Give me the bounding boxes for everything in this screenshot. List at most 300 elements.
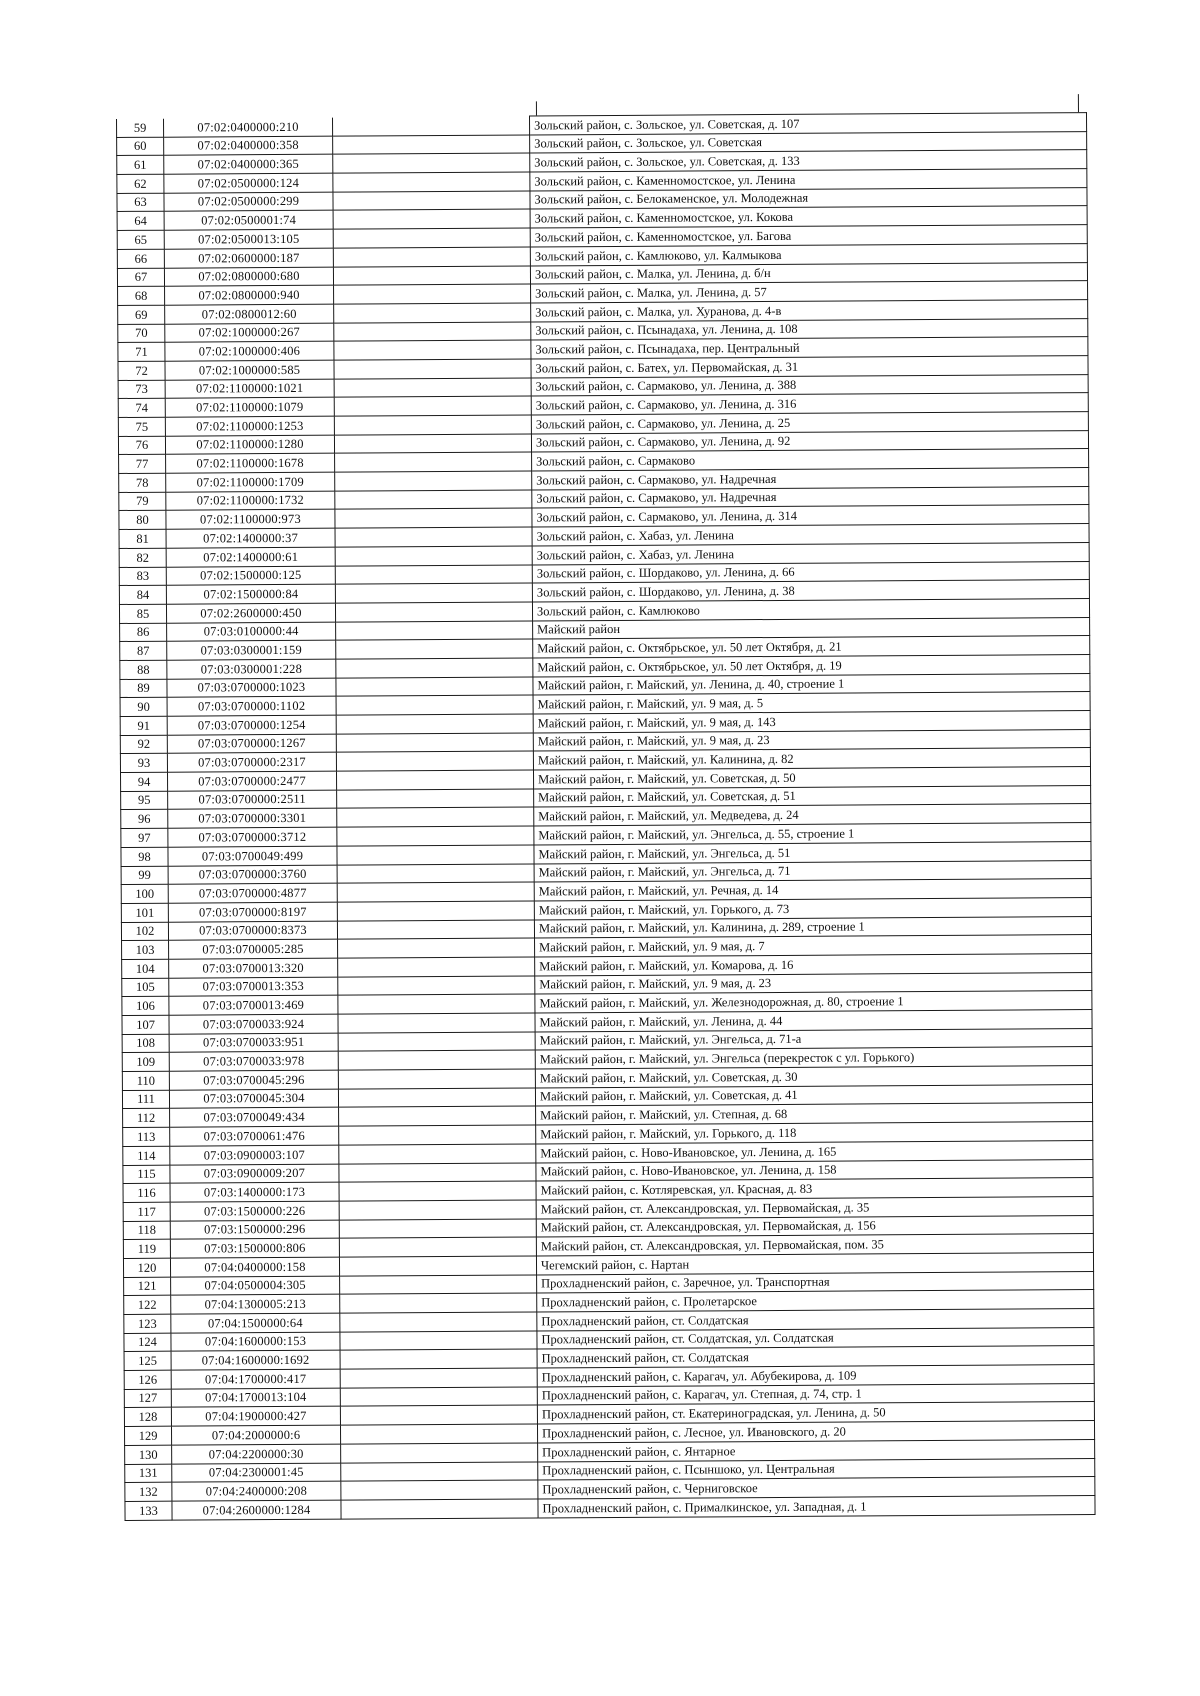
address: Зольский район, с. Сармаково — [532, 449, 1089, 471]
empty-cell — [341, 1443, 538, 1463]
cadastral-number: 07:03:0700000:8373 — [168, 921, 337, 941]
empty-cell — [338, 957, 535, 977]
row-number: 78 — [119, 473, 166, 492]
address: Прохладненский район, с. Лесное, ул. Ивановского, д. 20 — [537, 1421, 1094, 1443]
address: Майский район, г. Майский, ул. 9 мая, д. 5 — [533, 692, 1090, 714]
empty-cell — [336, 677, 533, 697]
cadastral-number: 07:02:1500000:84 — [166, 584, 335, 604]
empty-cell — [337, 789, 534, 809]
cadastral-number: 07:03:0700000:1023 — [167, 678, 336, 698]
address: Майский район, г. Майский, ул. Речная, д. 14 — [534, 879, 1091, 901]
empty-cell — [335, 564, 532, 584]
address: Майский район, с. Ново-Ивановское, ул. Ленина, д. 165 — [536, 1140, 1093, 1162]
address: Зольский район, с. Псынадаха, ул. Ленина, д. 108 — [531, 318, 1088, 340]
empty-cell — [335, 471, 532, 491]
empty-cell — [334, 415, 531, 435]
address: Прохладненский район, с. Янтарное — [538, 1439, 1095, 1461]
cadastral-number: 07:03:0900003:107 — [170, 1145, 339, 1165]
address: Майский район, г. Майский, ул. Советская, д. 30 — [535, 1066, 1092, 1088]
address: Зольский район, с. Сармаково, ул. Ленина, д. 25 — [531, 412, 1088, 434]
empty-cell — [335, 602, 532, 622]
empty-cell — [336, 714, 533, 734]
cadastral-number: 07:03:0300001:159 — [167, 640, 336, 660]
row-number: 103 — [122, 940, 169, 959]
row-number: 82 — [119, 548, 166, 567]
row-number: 86 — [120, 623, 167, 642]
cadastral-number: 07:03:0700000:2317 — [167, 753, 336, 773]
empty-cell — [340, 1424, 537, 1444]
empty-cell — [335, 527, 532, 547]
row-number: 94 — [120, 772, 167, 791]
cadastral-number: 07:02:0800000:940 — [165, 285, 334, 305]
address: Майский район, г. Майский, ул. Советская, д. 51 — [534, 785, 1091, 807]
address: Зольский район, с. Батех, ул. Первомайская, д. 31 — [531, 356, 1088, 378]
empty-cell — [339, 1125, 536, 1145]
empty-cell — [333, 228, 530, 248]
empty-cell — [338, 976, 535, 996]
cadastral-number: 07:03:0700000:2477 — [167, 771, 336, 791]
address: Зольский район, с. Малка, ул. Ленина, д. 57 — [531, 281, 1088, 303]
address: Зольский район, с. Каменномостское, ул. Багова — [530, 225, 1087, 247]
row-number: 83 — [119, 567, 166, 586]
cadastral-number: 07:02:1100000:1021 — [165, 379, 334, 399]
empty-cell — [338, 1013, 535, 1033]
address: Майский район, с. Котляревская, ул. Красная, д. 83 — [536, 1178, 1093, 1200]
row-number: 120 — [123, 1258, 170, 1277]
address: Прохладненский район, ст. Солдатская — [537, 1346, 1094, 1368]
row-number: 76 — [118, 436, 165, 455]
empty-cell — [340, 1331, 537, 1351]
address: Майский район, г. Майский, ул. Энгельса, д. 71-а — [535, 1028, 1092, 1050]
cadastral-number: 07:03:1500000:296 — [170, 1220, 339, 1240]
cadastral-number: 07:03:0700000:1254 — [167, 715, 336, 735]
property-table — [116, 112, 1096, 1520]
cadastral-number: 07:02:1100000:1678 — [166, 454, 335, 474]
row-number: 64 — [117, 212, 164, 231]
row-number: 63 — [117, 193, 164, 212]
address: Зольский район, с. Сармаково, ул. Ленина, д. 314 — [532, 505, 1089, 527]
empty-cell — [335, 490, 532, 510]
cadastral-number: 07:02:1000000:585 — [165, 360, 334, 380]
empty-cell — [340, 1275, 537, 1295]
row-number: 96 — [121, 810, 168, 829]
row-number: 111 — [122, 1090, 169, 1109]
empty-cell — [341, 1480, 538, 1500]
cadastral-number: 07:03:0700013:469 — [169, 995, 338, 1015]
row-number: 125 — [124, 1352, 171, 1371]
row-number: 104 — [122, 959, 169, 978]
address: Майский район, г. Майский, ул. Горького, д. 73 — [534, 897, 1091, 919]
cadastral-number: 07:03:0700000:1267 — [167, 734, 336, 754]
row-number: 84 — [119, 585, 166, 604]
empty-cell — [338, 1069, 535, 1089]
cadastral-number: 07:03:0700000:3712 — [168, 827, 337, 847]
empty-cell — [337, 863, 534, 883]
empty-cell — [337, 920, 534, 940]
empty-cell — [339, 1256, 536, 1276]
address: Зольский район, с. Камлюково — [532, 598, 1089, 620]
row-number: 126 — [124, 1370, 171, 1389]
row-number: 59 — [117, 118, 164, 137]
empty-cell — [334, 378, 531, 398]
row-number: 110 — [122, 1071, 169, 1090]
empty-cell — [340, 1368, 537, 1388]
cadastral-number: 07:02:1400000:61 — [166, 547, 335, 567]
row-number: 92 — [120, 735, 167, 754]
empty-cell — [336, 695, 533, 715]
cadastral-number: 07:04:0500004:305 — [171, 1276, 340, 1296]
empty-cell — [334, 396, 531, 416]
empty-cell — [338, 994, 535, 1014]
row-number: 87 — [120, 641, 167, 660]
row-number: 99 — [121, 866, 168, 885]
row-number: 132 — [125, 1482, 172, 1501]
empty-cell — [340, 1312, 537, 1332]
row-number: 95 — [121, 791, 168, 810]
address: Майский район, г. Майский, ул. Энгельса, д. 55, строение 1 — [534, 823, 1091, 845]
address: Зольский район, с. Сармаково, ул. Надречная — [532, 468, 1089, 490]
row-number: 117 — [123, 1202, 170, 1221]
row-number: 97 — [121, 828, 168, 847]
empty-cell — [332, 116, 529, 136]
row-number: 68 — [118, 286, 165, 305]
cadastral-number: 07:02:0400000:210 — [164, 117, 333, 137]
row-number: 90 — [120, 698, 167, 717]
row-number: 119 — [123, 1239, 170, 1258]
cadastral-number: 07:03:0700049:499 — [168, 846, 337, 866]
cadastral-number: 07:02:0800000:680 — [164, 267, 333, 287]
cadastral-number: 07:03:0700000:4877 — [168, 883, 337, 903]
row-number: 131 — [125, 1464, 172, 1483]
address: Майский район, г. Майский, ул. Калинина, д. 289, строение 1 — [534, 916, 1091, 938]
row-number: 70 — [118, 324, 165, 343]
cadastral-number: 07:02:2600000:450 — [166, 603, 335, 623]
cadastral-number: 07:04:1700000:417 — [171, 1369, 340, 1389]
address: Зольский район, с. Шордаково, ул. Ленина, д. 66 — [532, 561, 1089, 583]
row-number: 91 — [120, 716, 167, 735]
row-number: 115 — [123, 1165, 170, 1184]
cadastral-number: 07:02:0600000:187 — [164, 248, 333, 268]
cadastral-number: 07:03:0700000:2511 — [168, 790, 337, 810]
empty-cell — [336, 770, 533, 790]
address: Майский район, г. Майский, ул. Энгельса (перекресток с ул. Горького) — [535, 1047, 1092, 1069]
cadastral-number: 07:03:0900009:207 — [170, 1164, 339, 1184]
cadastral-number: 07:02:1100000:1079 — [165, 397, 334, 417]
row-number: 71 — [118, 342, 165, 361]
row-number: 85 — [119, 604, 166, 623]
row-number: 62 — [117, 174, 164, 193]
cadastral-number: 07:04:1600000:153 — [171, 1332, 340, 1352]
empty-cell — [333, 191, 530, 211]
row-number: 121 — [124, 1277, 171, 1296]
address: Майский район, г. Майский, ул. 9 мая, д. 23 — [535, 972, 1092, 994]
row-number: 67 — [117, 268, 164, 287]
row-number: 69 — [118, 305, 165, 324]
cadastral-number: 07:03:0700000:8197 — [168, 902, 337, 922]
cadastral-number: 07:04:2400000:208 — [172, 1481, 341, 1501]
table-body — [117, 113, 1096, 1520]
row-number: 106 — [122, 997, 169, 1016]
row-number: 101 — [121, 903, 168, 922]
address: Майский район, г. Майский, ул. Энгельса, д. 71 — [534, 860, 1091, 882]
cadastral-number: 07:02:0500000:299 — [164, 192, 333, 212]
address: Прохладненский район, с. Пролетарское — [537, 1290, 1094, 1312]
address: Зольский район, с. Каменномостское, ул. Кокова — [530, 206, 1087, 228]
empty-cell — [334, 303, 531, 323]
address: Зольский район, с. Сармаково, ул. Ленина, д. 316 — [531, 393, 1088, 415]
cadastral-number: 07:03:1500000:226 — [170, 1201, 339, 1221]
cadastral-number: 07:03:0700033:978 — [169, 1052, 338, 1072]
cadastral-number: 07:02:1400000:37 — [166, 528, 335, 548]
row-number: 112 — [123, 1109, 170, 1128]
empty-cell — [339, 1200, 536, 1220]
address: Зольский район, с. Малка, ул. Ленина, д. б/н — [530, 262, 1087, 284]
cadastral-number: 07:04:0400000:158 — [170, 1257, 339, 1277]
cadastral-number: 07:02:1100000:1253 — [165, 416, 334, 436]
cadastral-number: 07:02:0500013:105 — [164, 229, 333, 249]
empty-cell — [338, 1050, 535, 1070]
row-number: 123 — [124, 1314, 171, 1333]
address: Зольский район, с. Сармаково, ул. Ленина, д. 92 — [531, 430, 1088, 452]
empty-cell — [338, 938, 535, 958]
address: Майский район, г. Майский, ул. Медведева, д. 24 — [534, 804, 1091, 826]
empty-cell — [338, 1032, 535, 1052]
address: Майский район, г. Майский, ул. Калинина, д. 82 — [533, 748, 1090, 770]
address: Майский район, г. Майский, ул. Горького, д. 118 — [536, 1122, 1093, 1144]
cadastral-number: 07:03:0700000:3760 — [168, 865, 337, 885]
row-number: 105 — [122, 978, 169, 997]
cadastral-number: 07:02:1100000:1709 — [166, 472, 335, 492]
row-number: 93 — [120, 754, 167, 773]
cadastral-number: 07:02:0400000:365 — [164, 155, 333, 175]
cadastral-number: 07:04:1300005:213 — [171, 1294, 340, 1314]
row-number: 66 — [117, 249, 164, 268]
address: Майский район, с. Октябрьское, ул. 50 лет Октября, д. 19 — [533, 654, 1090, 676]
empty-cell — [333, 153, 530, 173]
row-number: 80 — [119, 511, 166, 530]
cadastral-number: 07:04:1600000:1692 — [171, 1351, 340, 1371]
address: Прохладненский район, с. Карагач, ул. Степная, д. 74, стр. 1 — [537, 1383, 1094, 1405]
empty-cell — [340, 1387, 537, 1407]
cadastral-number: 07:04:1700013:104 — [171, 1388, 340, 1408]
row-number: 107 — [122, 1015, 169, 1034]
row-number: 114 — [123, 1146, 170, 1165]
empty-cell — [339, 1144, 536, 1164]
document-page — [116, 112, 1087, 1520]
address: Прохладненский район, с. Черниговское — [538, 1477, 1095, 1499]
column-divider-stub — [536, 101, 537, 115]
cadastral-number: 07:03:0100000:44 — [167, 622, 336, 642]
address: Зольский район, с. Зольское, ул. Советская, д. 133 — [530, 150, 1087, 172]
empty-cell — [337, 882, 534, 902]
row-number: 88 — [120, 660, 167, 679]
empty-cell — [337, 845, 534, 865]
empty-cell — [336, 751, 533, 771]
empty-cell — [338, 1088, 535, 1108]
empty-cell — [333, 247, 530, 267]
address: Прохладненский район, с. Заречное, ул. Транспортная — [537, 1271, 1094, 1293]
address: Зольский район, с. Сармаково, ул. Надречная — [532, 486, 1089, 508]
row-number: 130 — [125, 1445, 172, 1464]
address: Майский район, г. Майский, ул. Ленина, д. 44 — [535, 1010, 1092, 1032]
address: Майский район, г. Майский, ул. 9 мая, д. 7 — [535, 935, 1092, 957]
row-number: 108 — [122, 1034, 169, 1053]
cadastral-number: 07:04:1500000:64 — [171, 1313, 340, 1333]
address: Майский район, г. Майский, ул. 9 мая, д. 143 — [533, 711, 1090, 733]
empty-cell — [334, 434, 531, 454]
cadastral-number: 07:03:0700005:285 — [169, 939, 338, 959]
row-number: 81 — [119, 529, 166, 548]
empty-cell — [335, 546, 532, 566]
cadastral-number: 07:02:1000000:406 — [165, 341, 334, 361]
address: Майский район, г. Майский, ул. Ленина, д. 40, строение 1 — [533, 673, 1090, 695]
cadastral-number: 07:02:1100000:1280 — [165, 435, 334, 455]
address: Зольский район, с. Шордаково, ул. Ленина, д. 38 — [532, 580, 1089, 602]
address: Зольский район, с. Белокаменское, ул. Молодежная — [530, 187, 1087, 209]
row-number: 73 — [118, 380, 165, 399]
empty-cell — [339, 1181, 536, 1201]
address: Майский район, г. Майский, ул. 9 мая, д. 23 — [533, 729, 1090, 751]
address: Майский район, г. Майский, ул. Степная, д. 68 — [536, 1103, 1093, 1125]
cadastral-number: 07:03:1400000:173 — [170, 1182, 339, 1202]
address: Чегемский район, с. Нартан — [536, 1252, 1093, 1274]
cadastral-number: 07:02:0400000:358 — [164, 136, 333, 156]
address: Зольский район, с. Зольское, ул. Советская — [530, 131, 1087, 153]
empty-cell — [340, 1405, 537, 1425]
cadastral-number: 07:03:0700013:353 — [169, 977, 338, 997]
address: Майский район, г. Майский, ул. Железнодорожная, д. 80, строение 1 — [535, 991, 1092, 1013]
empty-cell — [334, 340, 531, 360]
table-edge-stub — [1078, 94, 1079, 112]
row-number: 127 — [124, 1389, 171, 1408]
cadastral-number: 07:02:1000000:267 — [165, 323, 334, 343]
row-number: 79 — [119, 492, 166, 511]
empty-cell — [334, 322, 531, 342]
cadastral-number: 07:02:0500001:74 — [164, 211, 333, 231]
address: Зольский район, с. Псынадаха, пер. Центральный — [531, 337, 1088, 359]
cadastral-number: 07:04:2300001:45 — [172, 1463, 341, 1483]
empty-cell — [339, 1219, 536, 1239]
row-number: 60 — [117, 137, 164, 156]
cadastral-number: 07:02:1100000:1732 — [166, 491, 335, 511]
row-number: 124 — [124, 1333, 171, 1352]
address: Зольский район, с. Камлюково, ул. Калмыкова — [530, 243, 1087, 265]
empty-cell — [340, 1293, 537, 1313]
address: Прохладненский район, с. Прималкинское, ул. Западная, д. 1 — [538, 1495, 1095, 1517]
cadastral-number: 07:04:2600000:1284 — [172, 1500, 341, 1520]
address: Зольский район, с. Хабаз, ул. Ленина — [532, 542, 1089, 564]
address: Майский район, ст. Александровская, ул. Первомайская, д. 35 — [536, 1196, 1093, 1218]
cadastral-number: 07:02:0800012:60 — [165, 304, 334, 324]
empty-cell — [337, 901, 534, 921]
row-number: 133 — [125, 1501, 172, 1520]
address: Зольский район, с. Хабаз, ул. Ленина — [532, 524, 1089, 546]
row-number: 65 — [117, 230, 164, 249]
empty-cell — [336, 733, 533, 753]
cadastral-number: 07:03:0300001:228 — [167, 659, 336, 679]
cadastral-number: 07:03:0700049:434 — [170, 1108, 339, 1128]
cadastral-number: 07:04:2200000:30 — [172, 1444, 341, 1464]
row-number: 128 — [124, 1408, 171, 1427]
empty-cell — [333, 135, 530, 155]
empty-cell — [339, 1237, 536, 1257]
cadastral-number: 07:02:1100000:973 — [166, 510, 335, 530]
cadastral-number: 07:03:0700045:304 — [169, 1089, 338, 1109]
address: Майский район, с. Ново-Ивановское, ул. Ленина, д. 158 — [536, 1159, 1093, 1181]
row-number: 89 — [120, 679, 167, 698]
cadastral-number: 07:03:0700000:1102 — [167, 696, 336, 716]
address: Зольский район, с. Малка, ул. Хуранова, д. 4-в — [531, 299, 1088, 321]
empty-cell — [335, 508, 532, 528]
address: Зольский район, с. Сармаково, ул. Ленина, д. 388 — [531, 374, 1088, 396]
cadastral-number: 07:04:1900000:427 — [171, 1407, 340, 1427]
empty-cell — [340, 1349, 537, 1369]
address: Прохладненский район, ст. Солдатская, ул. Солдатская — [537, 1327, 1094, 1349]
row-number: 116 — [123, 1183, 170, 1202]
cadastral-number: 07:03:0700000:3301 — [168, 809, 337, 829]
cadastral-number: 07:03:0700013:320 — [169, 958, 338, 978]
empty-cell — [341, 1499, 538, 1519]
cadastral-number: 07:03:0700045:296 — [169, 1070, 338, 1090]
address: Майский район — [533, 617, 1090, 639]
address: Майский район, г. Майский, ул. Советская, д. 50 — [533, 767, 1090, 789]
empty-cell — [337, 826, 534, 846]
empty-cell — [337, 807, 534, 827]
cadastral-number: 07:03:0700033:924 — [169, 1014, 338, 1034]
address: Прохладненский район, с. Псыншоко, ул. Центральная — [538, 1458, 1095, 1480]
address: Прохладненский район, ст. Солдатская — [537, 1309, 1094, 1331]
empty-cell — [336, 639, 533, 659]
row-number: 77 — [119, 455, 166, 474]
address: Майский район, с. Октябрьское, ул. 50 лет Октября, д. 21 — [533, 636, 1090, 658]
address: Майский район, г. Майский, ул. Советская, д. 41 — [535, 1084, 1092, 1106]
cadastral-number: 07:03:0700061:476 — [170, 1126, 339, 1146]
empty-cell — [336, 658, 533, 678]
row-number: 102 — [121, 922, 168, 941]
row-number: 72 — [118, 361, 165, 380]
address: Майский район, г. Майский, ул. Комарова, д. 16 — [535, 953, 1092, 975]
empty-cell — [341, 1461, 538, 1481]
empty-cell — [335, 583, 532, 603]
row-number: 109 — [122, 1053, 169, 1072]
row-number: 98 — [121, 847, 168, 866]
address: Зольский район, с. Зольское, ул. Советская, д. 107 — [529, 113, 1086, 135]
address: Прохладненский район, ст. Екатериноградская, ул. Ленина, д. 50 — [537, 1402, 1094, 1424]
address: Прохладненский район, с. Карагач, ул. Абубекирова, д. 109 — [537, 1365, 1094, 1387]
empty-cell — [333, 265, 530, 285]
empty-cell — [334, 359, 531, 379]
address: Зольский район, с. Каменномостское, ул. Ленина — [530, 169, 1087, 191]
empty-cell — [334, 284, 531, 304]
row-number: 118 — [123, 1221, 170, 1240]
empty-cell — [339, 1162, 536, 1182]
row-number: 74 — [118, 399, 165, 418]
address: Майский район, ст. Александровская, ул. Первомайская, пом. 35 — [536, 1234, 1093, 1256]
empty-cell — [339, 1106, 536, 1126]
row-number: 129 — [124, 1426, 171, 1445]
empty-cell — [333, 172, 530, 192]
cadastral-number: 07:02:0500000:124 — [164, 173, 333, 193]
cadastral-number: 07:03:0700033:951 — [169, 1033, 338, 1053]
address: Майский район, г. Майский, ул. Энгельса, д. 51 — [534, 841, 1091, 863]
row-number: 100 — [121, 884, 168, 903]
empty-cell — [335, 452, 532, 472]
row-number: 122 — [124, 1296, 171, 1315]
cadastral-number: 07:04:2000000:6 — [171, 1425, 340, 1445]
empty-cell — [336, 621, 533, 641]
address: Майский район, ст. Александровская, ул. Первомайская, д. 156 — [536, 1215, 1093, 1237]
cadastral-number: 07:02:1500000:125 — [166, 566, 335, 586]
